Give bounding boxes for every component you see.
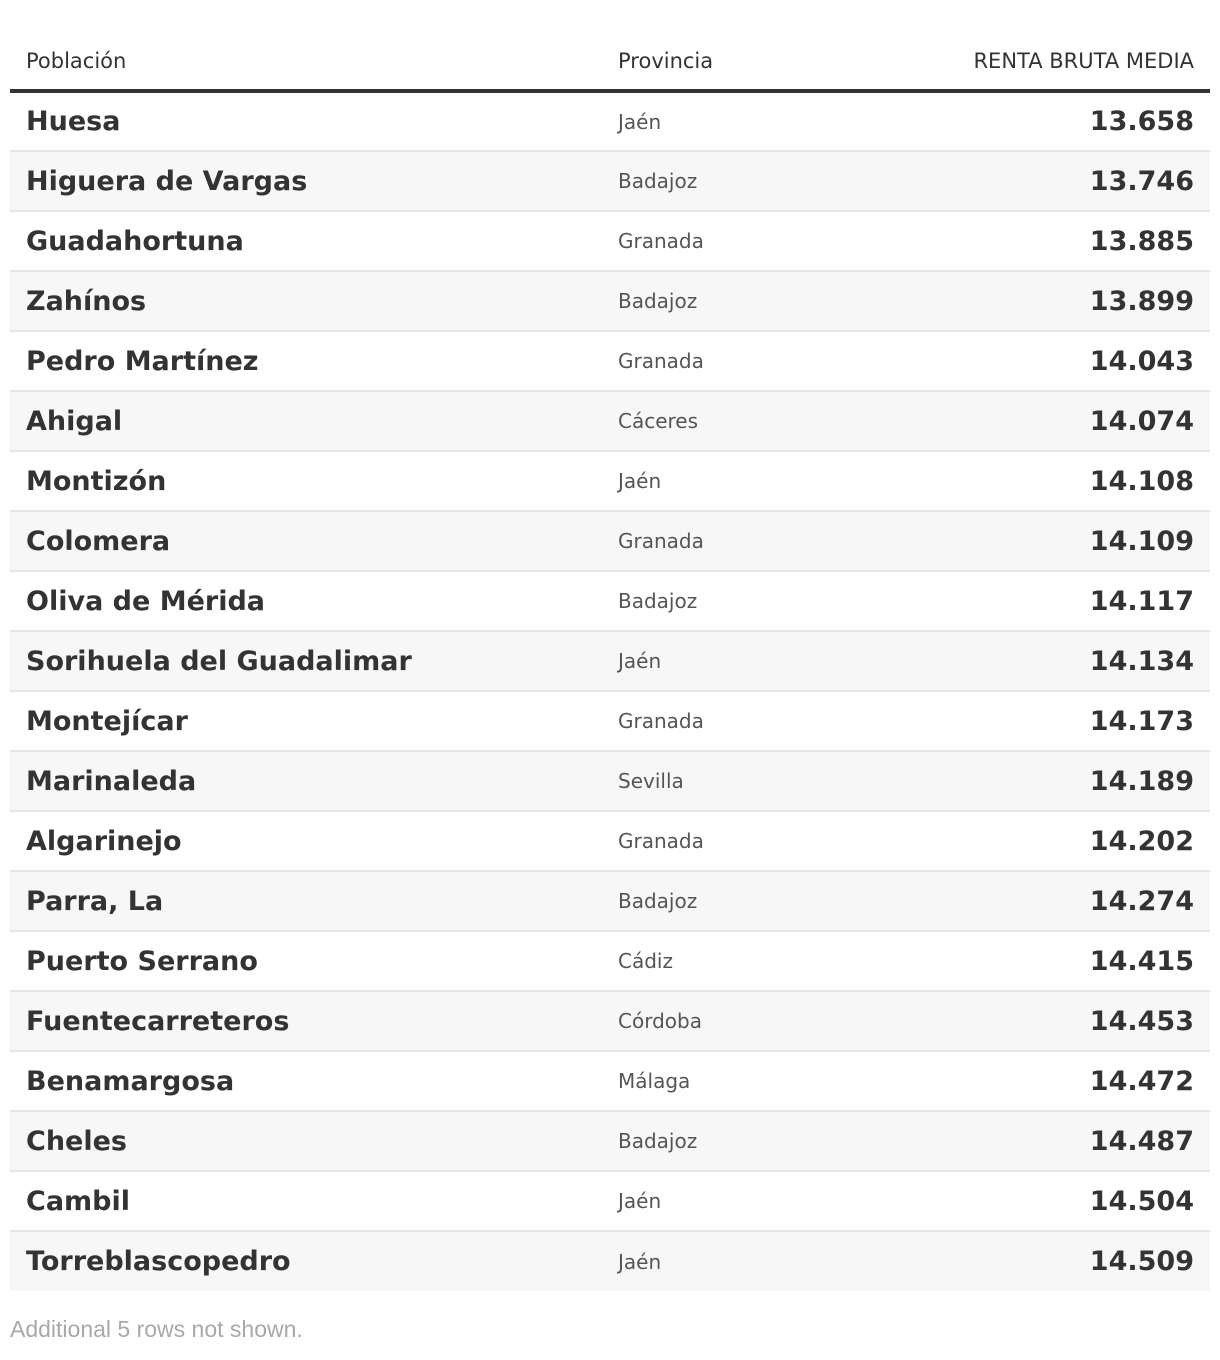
column-header-income: RENTA BRUTA MEDIA: [902, 32, 1210, 91]
income-cell: 13.746: [902, 151, 1210, 211]
town-cell: Zahínos: [10, 271, 602, 331]
town-cell: Ahigal: [10, 391, 602, 451]
town-cell: Sorihuela del Guadalimar: [10, 631, 602, 691]
income-cell: 14.108: [902, 451, 1210, 511]
table-row: [10, 1171, 1210, 1231]
town-cell: Pedro Martínez: [10, 331, 602, 391]
table-row: [10, 931, 1210, 991]
town-cell: Torreblascopedro: [10, 1231, 602, 1291]
province-cell: Cádiz: [602, 931, 902, 991]
rows-not-shown-note: Additional 5 rows not shown.: [10, 1316, 303, 1342]
province-cell: Badajoz: [602, 151, 902, 211]
table-row: [10, 511, 1210, 571]
town-cell: Parra, La: [10, 871, 602, 931]
table-row: [10, 1051, 1210, 1111]
income-cell: 13.885: [902, 211, 1210, 271]
province-cell: Badajoz: [602, 1111, 902, 1171]
town-cell: Guadahortuna: [10, 211, 602, 271]
province-cell: Badajoz: [602, 571, 902, 631]
province-cell: Badajoz: [602, 271, 902, 331]
town-cell: Colomera: [10, 511, 602, 571]
province-cell: Sevilla: [602, 751, 902, 811]
town-cell: Cheles: [10, 1111, 602, 1171]
town-cell: Montejícar: [10, 691, 602, 751]
province-cell: Badajoz: [602, 871, 902, 931]
income-cell: 14.043: [902, 331, 1210, 391]
province-cell: Granada: [602, 811, 902, 871]
table-row: [10, 451, 1210, 511]
province-cell: Granada: [602, 691, 902, 751]
income-cell: 14.415: [902, 931, 1210, 991]
table-row: [10, 1231, 1210, 1291]
income-cell: 14.274: [902, 871, 1210, 931]
table-row: [10, 1111, 1210, 1171]
income-cell: 14.487: [902, 1111, 1210, 1171]
header-row: [10, 32, 1210, 91]
province-cell: Córdoba: [602, 991, 902, 1051]
column-header-province: Provincia: [602, 32, 902, 91]
table-row: [10, 271, 1210, 331]
income-cell: 14.117: [902, 571, 1210, 631]
province-cell: Jaén: [602, 1171, 902, 1231]
income-cell: 14.189: [902, 751, 1210, 811]
table-row: [10, 91, 1210, 151]
income-table: [10, 32, 1210, 1291]
province-cell: Jaén: [602, 451, 902, 511]
province-cell: Jaén: [602, 1231, 902, 1291]
income-cell: 14.453: [902, 991, 1210, 1051]
province-cell: Jaén: [602, 631, 902, 691]
province-cell: Cáceres: [602, 391, 902, 451]
province-cell: Jaén: [602, 91, 902, 151]
income-cell: 14.472: [902, 1051, 1210, 1111]
town-cell: Fuentecarreteros: [10, 991, 602, 1051]
town-cell: Oliva de Mérida: [10, 571, 602, 631]
income-cell: 14.202: [902, 811, 1210, 871]
income-cell: 14.134: [902, 631, 1210, 691]
table-row: [10, 391, 1210, 451]
table-row: [10, 691, 1210, 751]
town-cell: Montizón: [10, 451, 602, 511]
province-cell: Málaga: [602, 1051, 902, 1111]
town-cell: Marinaleda: [10, 751, 602, 811]
province-cell: Granada: [602, 331, 902, 391]
table-row: [10, 211, 1210, 271]
town-cell: Huesa: [10, 91, 602, 151]
table-row: [10, 631, 1210, 691]
town-cell: Benamargosa: [10, 1051, 602, 1111]
column-header-town: Población: [10, 32, 602, 91]
table-header: [10, 32, 1210, 91]
income-cell: 13.899: [902, 271, 1210, 331]
table-row: [10, 991, 1210, 1051]
table-row: [10, 811, 1210, 871]
table-row: [10, 751, 1210, 811]
town-cell: Cambil: [10, 1171, 602, 1231]
table-row: [10, 571, 1210, 631]
table-row: [10, 871, 1210, 931]
income-cell: 14.504: [902, 1171, 1210, 1231]
income-cell: 14.173: [902, 691, 1210, 751]
town-cell: Algarinejo: [10, 811, 602, 871]
province-cell: Granada: [602, 211, 902, 271]
income-cell: 14.074: [902, 391, 1210, 451]
income-cell: 14.109: [902, 511, 1210, 571]
town-cell: Puerto Serrano: [10, 931, 602, 991]
income-table-container: [10, 32, 1210, 1291]
income-cell: 13.658: [902, 91, 1210, 151]
table-body: [10, 91, 1210, 1291]
town-cell: Higuera de Vargas: [10, 151, 602, 211]
table-row: [10, 331, 1210, 391]
province-cell: Granada: [602, 511, 902, 571]
income-cell: 14.509: [902, 1231, 1210, 1291]
table-row: [10, 151, 1210, 211]
